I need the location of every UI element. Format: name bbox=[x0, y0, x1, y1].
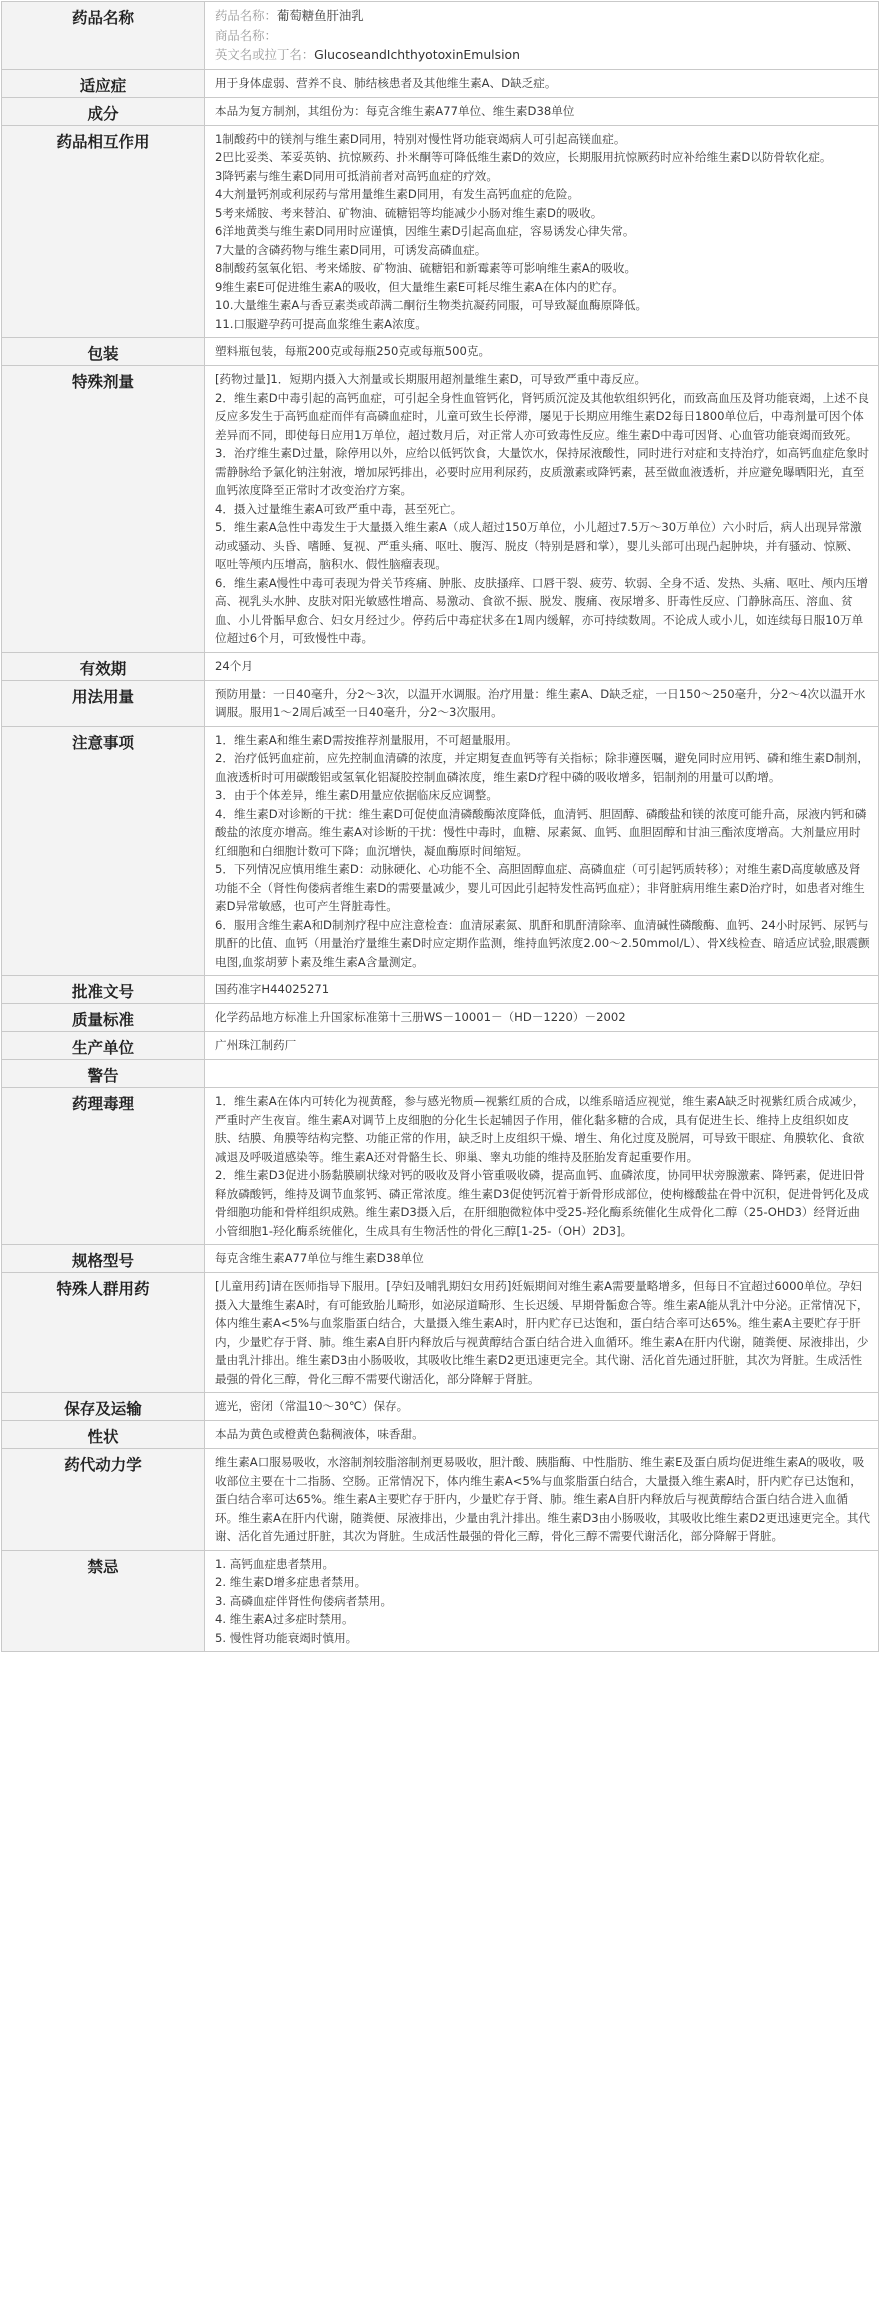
value-line bbox=[215, 1064, 870, 1083]
value-line: 5．维生素A急性中毒发生于大量摄入维生素A（成人超过150万单位，小儿超过7.5万～30万单位）六小时后，病人出现异常激动或骚动、头昏、嗜睡、复视、严重头痛、呕吐、腹泻、脱皮（特别是唇和掌），婴儿头部可出现凸起肿块，并有骚动、惊厥、呕吐等颅内压增高，脑积水、假性脑瘤表现。 bbox=[215, 520, 862, 571]
value-line: 11.口服避孕药可提高血浆维生素A浓度。 bbox=[215, 316, 427, 331]
value-line: 10.大量维生素A与香豆素类或茚满二酮衍生物类抗凝药同服，可导致凝血酶原降低。 bbox=[215, 298, 648, 312]
value-line: 预防用量：一日40毫升，分2～3次，以温开水调服。治疗用量：维生素A、D缺乏症，一日150～250毫升，分2～4次以温开水调服。服用1～2周后减至一日40毫升，分2～3次服用。 bbox=[215, 686, 866, 719]
value-line: 化学药品地方标准上升国家标准第十三册WS－10001－（HD－1220）－2002 bbox=[215, 1010, 626, 1024]
row-value bbox=[205, 1060, 879, 1088]
spec-row bbox=[2, 1060, 879, 1088]
value-line: 6洋地黄类与维生素D同用时应谨慎，因维生素D引起高血症，容易诱发心律失常。 bbox=[215, 224, 635, 238]
value-line: 5考来烯胺、考来替泊、矿物油、硫糖铝等均能减少小肠对维生素D的吸收。 bbox=[215, 205, 603, 220]
value-line: [药物过量]1．短期内摄入大剂量或长期服用超剂量维生素D，可导致严重中毒反应。 bbox=[215, 372, 647, 386]
row-label: 药品相互作用 bbox=[2, 125, 205, 338]
row-label: 警告 bbox=[2, 1060, 205, 1088]
value-line: 国药准字H44025271 bbox=[215, 982, 330, 996]
value-line: 1．维生素A和维生素D需按推荐剂量服用，不可超量服用。 bbox=[215, 732, 518, 747]
row-value bbox=[205, 338, 879, 366]
drug-generic-name bbox=[215, 6, 870, 26]
row-value bbox=[205, 1273, 879, 1393]
spec-row bbox=[2, 366, 879, 653]
row-label: 药品名称 bbox=[2, 2, 205, 70]
row-value bbox=[205, 1421, 879, 1449]
row-value bbox=[205, 1393, 879, 1421]
value-line: 2．维生素D中毒引起的高钙血症，可引起全身性血管钙化，肾钙质沉淀及其他软组织钙化，而致高血压及肾功能衰竭，上述不良反应多发生于高钙血症而伴有高磷血症时，儿童可致生长停滞，屡见于长期应用维生素D2每日1800单位后，中毒剂量可因个体差异而不同，即使每日应用1万单位，超过数月后，对正常人亦可致毒性反应。维生素D中毒可因肾、心血管功能衰竭而致死。 bbox=[215, 390, 869, 442]
value-line: 用于身体虚弱、营养不良、肺结核患者及其他维生素A、D缺乏症。 bbox=[215, 75, 557, 90]
value-line: 3．由于个体差异，维生素D用量应依据临床反应调整。 bbox=[215, 788, 498, 802]
spec-row bbox=[2, 976, 879, 1004]
spec-row bbox=[2, 1393, 879, 1421]
row-label: 质量标准 bbox=[2, 1004, 205, 1032]
row-value bbox=[205, 366, 879, 653]
drug-info-table bbox=[1, 1, 879, 1652]
spec-row bbox=[2, 69, 879, 97]
value-line: 5．下列情况应慎用维生素D：动脉硬化、心功能不全、高胆固醇血症、高磷血症（可引起钙质转移）；对维生素D高度敏感及肾功能不全（肾性佝偻病者维生素D的需要量减少，婴儿可因此引起特发性高钙血症）；非肾脏病用维生素D治疗时，如患者对维生素D异常敏感，也可产生肾脏毒性。 bbox=[215, 862, 865, 913]
value-line: 塑料瓶包装，每瓶200克或每瓶250克或每瓶500克。 bbox=[215, 344, 491, 358]
row-value bbox=[205, 69, 879, 97]
row-label: 性状 bbox=[2, 1421, 205, 1449]
name-key: 英文名或拉丁名： bbox=[215, 47, 315, 62]
value-line: 7大量的含磷药物与维生素D同用，可诱发高磷血症。 bbox=[215, 242, 487, 257]
row-label: 用法用量 bbox=[2, 680, 205, 726]
spec-row bbox=[2, 1421, 879, 1449]
drug-english-name bbox=[215, 45, 870, 65]
row-label: 禁忌 bbox=[2, 1550, 205, 1652]
row-label: 包装 bbox=[2, 338, 205, 366]
row-value bbox=[205, 1245, 879, 1273]
value-line: 广州珠江制药厂 bbox=[215, 1038, 297, 1052]
value-line: 2．治疗低钙血症前，应先控制血清磷的浓度，并定期复查血钙等有关指标；除非遵医嘱，避免同时应用钙、磷和维生素D制剂，血液透析时可用碳酸铝或氢氧化铝凝胶控制血磷浓度，维生素D疗程中磷的吸收增多，铝制剂的用量可以酌增。 bbox=[215, 751, 869, 784]
row-value bbox=[205, 1032, 879, 1060]
value-line: 4. 维生素A过多症时禁用。 bbox=[215, 1612, 354, 1626]
spec-row bbox=[2, 1550, 879, 1652]
row-value bbox=[205, 1004, 879, 1032]
spec-row bbox=[2, 97, 879, 125]
row-label: 批准文号 bbox=[2, 976, 205, 1004]
drug-name-values bbox=[205, 2, 879, 70]
row-value bbox=[205, 726, 879, 976]
value-line: 24个月 bbox=[215, 658, 253, 673]
row-label: 成分 bbox=[2, 97, 205, 125]
name-value: GlucoseandIchthyotoxinEmulsion bbox=[314, 47, 520, 62]
drug-info-sheet bbox=[1, 1, 879, 1652]
name-key: 药品名称： bbox=[215, 8, 277, 23]
value-line: 9维生素E可促进维生素A的吸收，但大量维生素E可耗尽维生素A在体内的贮存。 bbox=[215, 279, 624, 294]
row-label: 特殊剂量 bbox=[2, 366, 205, 653]
spec-row bbox=[2, 726, 879, 976]
value-line: 8制酸药氢氧化铝、考来烯胺、矿物油、硫糖铝和新霉素等可影响维生素A的吸收。 bbox=[215, 261, 637, 275]
spec-row bbox=[2, 1032, 879, 1060]
value-line: 4．摄入过量维生素A可致严重中毒，甚至死亡。 bbox=[215, 501, 463, 516]
row-label: 保存及运输 bbox=[2, 1393, 205, 1421]
row-label: 适应症 bbox=[2, 69, 205, 97]
value-line: 5. 慢性肾功能衰竭时慎用。 bbox=[215, 1630, 358, 1645]
spec-row bbox=[2, 125, 879, 338]
row-value bbox=[205, 125, 879, 338]
value-line: 1制酸药中的镁剂与维生素D同用，特别对慢性肾功能衰竭病人可引起高镁血症。 bbox=[215, 131, 626, 146]
value-line: 维生素A口服易吸收，水溶制剂较脂溶制剂更易吸收，胆汁酸、胰脂酶、中性脂肪、维生素E及蛋白质均促进维生素A的吸收，吸收部位主要在十二指肠、空肠。正常情况下，体内维生素A<5%与血浆脂蛋白结合，大量摄入维生素A时，肝内贮存已达饱和，蛋白结合率可达65%。维生素A主要贮存于肝内，少量贮存于肾、肺。维生素A自肝内释放后与视黄醇结合蛋白结合进入血循环。维生素A在肝内代谢，随粪便、尿液排出，少量由乳汁排出。维生素D3由小肠吸收，其吸收比维生素D2更迅速更完全。其代谢、活化首先通过肝脏，其次为肾脏。生成活性最强的骨化三醇，骨化三醇不需要代谢活化，部分降解于肾脏。 bbox=[215, 1455, 871, 1543]
row-value bbox=[205, 652, 879, 680]
row-value bbox=[205, 1449, 879, 1551]
value-line: [儿童用药]请在医师指导下服用。[孕妇及哺乳期妇女用药]妊娠期间对维生素A需要量略增多，但每日不宜超过6000单位。孕妇摄入大量维生素A时，有可能致胎儿畸形，如泌尿道畸形、生长迟缓、早期骨骺愈合等。维生素A能从乳汁中分泌。正常情况下，体内维生素A<5%与血浆脂蛋白结合，大量摄入维生素A时，肝内贮存已达饱和，蛋白结合率可达65%。维生素A主要贮存于肝内，少量贮存于肾、肺。维生素A自肝内释放后与视黄醇结合蛋白结合进入血循环。维生素A在肝内代谢，随粪便、尿液排出，少量由乳汁排出。维生素D3由小肠吸收，其吸收比维生素D2更迅速更完全。其代谢、活化首先通过肝脏，其次为肾脏。生成活性最强的骨化三醇，骨化三醇不需要代谢活化，部分降解于肾脏。 bbox=[215, 1279, 869, 1386]
row-drug-name bbox=[2, 2, 879, 70]
value-line: 4大剂量钙剂或利尿药与常用量维生素D同用，有发生高钙血症的危险。 bbox=[215, 187, 580, 201]
value-line: 4．维生素D对诊断的干扰：维生素D可促使血清磷酸酶浓度降低，血清钙、胆固醇、磷酸盐和镁的浓度可能升高，尿液内钙和磷酸盐的浓度亦增高。维生素A对诊断的干扰：慢性中毒时，血糖、尿素氮、血钙、血胆固醇和甘油三酯浓度增高。大剂量应用时红细胞和白细胞计数可下降；血沉增快，凝血酶原时间缩短。 bbox=[215, 806, 867, 858]
row-value bbox=[205, 1550, 879, 1652]
value-line: 3降钙素与维生素D同用可抵消前者对高钙血症的疗效。 bbox=[215, 168, 498, 183]
spec-row bbox=[2, 1088, 879, 1245]
spec-row bbox=[2, 680, 879, 726]
row-value bbox=[205, 1088, 879, 1245]
value-line: 2. 维生素D增多症患者禁用。 bbox=[215, 1575, 367, 1589]
spec-row bbox=[2, 1004, 879, 1032]
row-label: 生产单位 bbox=[2, 1032, 205, 1060]
value-line: 6．维生素A慢性中毒可表现为骨关节疼痛、肿胀、皮肤搔痒、口唇干裂、疲劳、软弱、全身不适、发热、头痛、呕吐、颅内压增高、视乳头水肿、皮肤对阳光敏感性增高、易激动、食欲不振、脱发、腹痛、夜尿增多、肝毒性反应、门静脉高压、溶血、贫血、小儿骨骺早愈合、妇女月经过少。停药后中毒症状多在1周内缓解，亦可持续数周。不论成人或小儿，如连续每日服10万单位超过6个月，可致慢性中毒。 bbox=[215, 575, 868, 645]
value-line: 1．维生素A在体内可转化为视黄醛，参与感光物质—视紫红质的合成，以维系暗适应视觉，维生素A缺乏时视紫红质合成减少，严重时产生夜盲。维生素A对调节上皮细胞的分化生长起辅因子作用，催化黏多糖的合成，具有促进生长、维持上皮组织如皮肤、结膜、角膜等结构完整、功能正常的作用，缺乏时上皮组织干燥、增生、角化过度及脱屑，可导致干眼症、角膜软化、食欲减退及呼吸道感染等。维生素A还对骨骼生长、卵巢、睾丸功能的维持及胚胎发育起重要作用。 bbox=[215, 1094, 865, 1164]
value-line: 本品为黄色或橙黄色黏稠液体，味香甜。 bbox=[215, 1427, 424, 1441]
row-label: 规格型号 bbox=[2, 1245, 205, 1273]
row-value bbox=[205, 680, 879, 726]
row-label: 药代动力学 bbox=[2, 1449, 205, 1551]
row-label: 药理毒理 bbox=[2, 1088, 205, 1245]
name-value: 葡萄糖鱼肝油乳 bbox=[276, 8, 364, 23]
spec-row bbox=[2, 338, 879, 366]
spec-row bbox=[2, 1245, 879, 1273]
spec-row bbox=[2, 1273, 879, 1393]
row-label: 特殊人群用药 bbox=[2, 1273, 205, 1393]
value-line: 每克含维生素A77单位与维生素D38单位 bbox=[215, 1251, 424, 1265]
spec-row bbox=[2, 1449, 879, 1551]
value-line: 本品为复方制剂，其组份为：每克含维生素A77单位、维生素D38单位 bbox=[215, 103, 575, 118]
drug-trade-name bbox=[215, 26, 870, 46]
value-line: 3. 高磷血症伴肾性佝偻病者禁用。 bbox=[215, 1593, 393, 1608]
row-label: 注意事项 bbox=[2, 726, 205, 976]
value-line: 2．维生素D3促进小肠黏膜刷状缘对钙的吸收及肾小管重吸收磷，提高血钙、血磷浓度，协同甲状旁腺激素、降钙素，促进旧骨释放磷酸钙，维持及调节血浆钙、磷正常浓度。维生素D3促使钙沉着于新骨形成部位，使枸橼酸盐在骨中沉积，促进骨钙化及成骨细胞功能和骨样组织成熟。维生素D3摄入后，在肝细胞微粒体中受25-羟化酶系统催化生成骨化二醇（25-OHD3）经肾近曲小管细胞1-羟化酶系统催化，生成具有生物活性的骨化三醇[1-25-（OH）2D3]。 bbox=[215, 1168, 869, 1238]
value-line: 1. 高钙血症患者禁用。 bbox=[215, 1556, 335, 1571]
row-value bbox=[205, 976, 879, 1004]
value-line: 6．服用含维生素A和D制剂疗程中应注意检查：血清尿素氮、肌酐和肌酐清除率、血清碱性磷酸酶、血钙、24小时尿钙、尿钙与肌酐的比值、血钙（用量治疗量维生素D时应定期作监测，维持血钙浓度2.00～2.50mmol/L）、骨X线检查、暗适应试验,眼震颤电图,血浆胡萝卜素及维生素A含量测定。 bbox=[215, 917, 870, 969]
name-key: 商品名称： bbox=[215, 27, 277, 43]
row-value bbox=[205, 97, 879, 125]
value-line: 3．治疗维生素D过量，除停用以外，应给以低钙饮食，大量饮水，保持尿液酸性，同时进行对症和支持治疗，如高钙血症危象时需静脉给予氯化钠注射液，增加尿钙排出，必要时应用利尿药，皮质激素或降钙素，甚至做血液透析，并应避免曝晒阳光，直至血钙浓度降至正常时才改变治疗方案。 bbox=[215, 446, 869, 497]
value-line: 遮光，密闭（常温10～30℃）保存。 bbox=[215, 1399, 409, 1413]
value-line: 2巴比妥类、苯妥英钠、抗惊厥药、扑米酮等可降低维生素D的效应，长期服用抗惊厥药时应补给维生素D以防骨软化症。 bbox=[215, 150, 832, 164]
row-label: 有效期 bbox=[2, 652, 205, 680]
spec-row bbox=[2, 652, 879, 680]
